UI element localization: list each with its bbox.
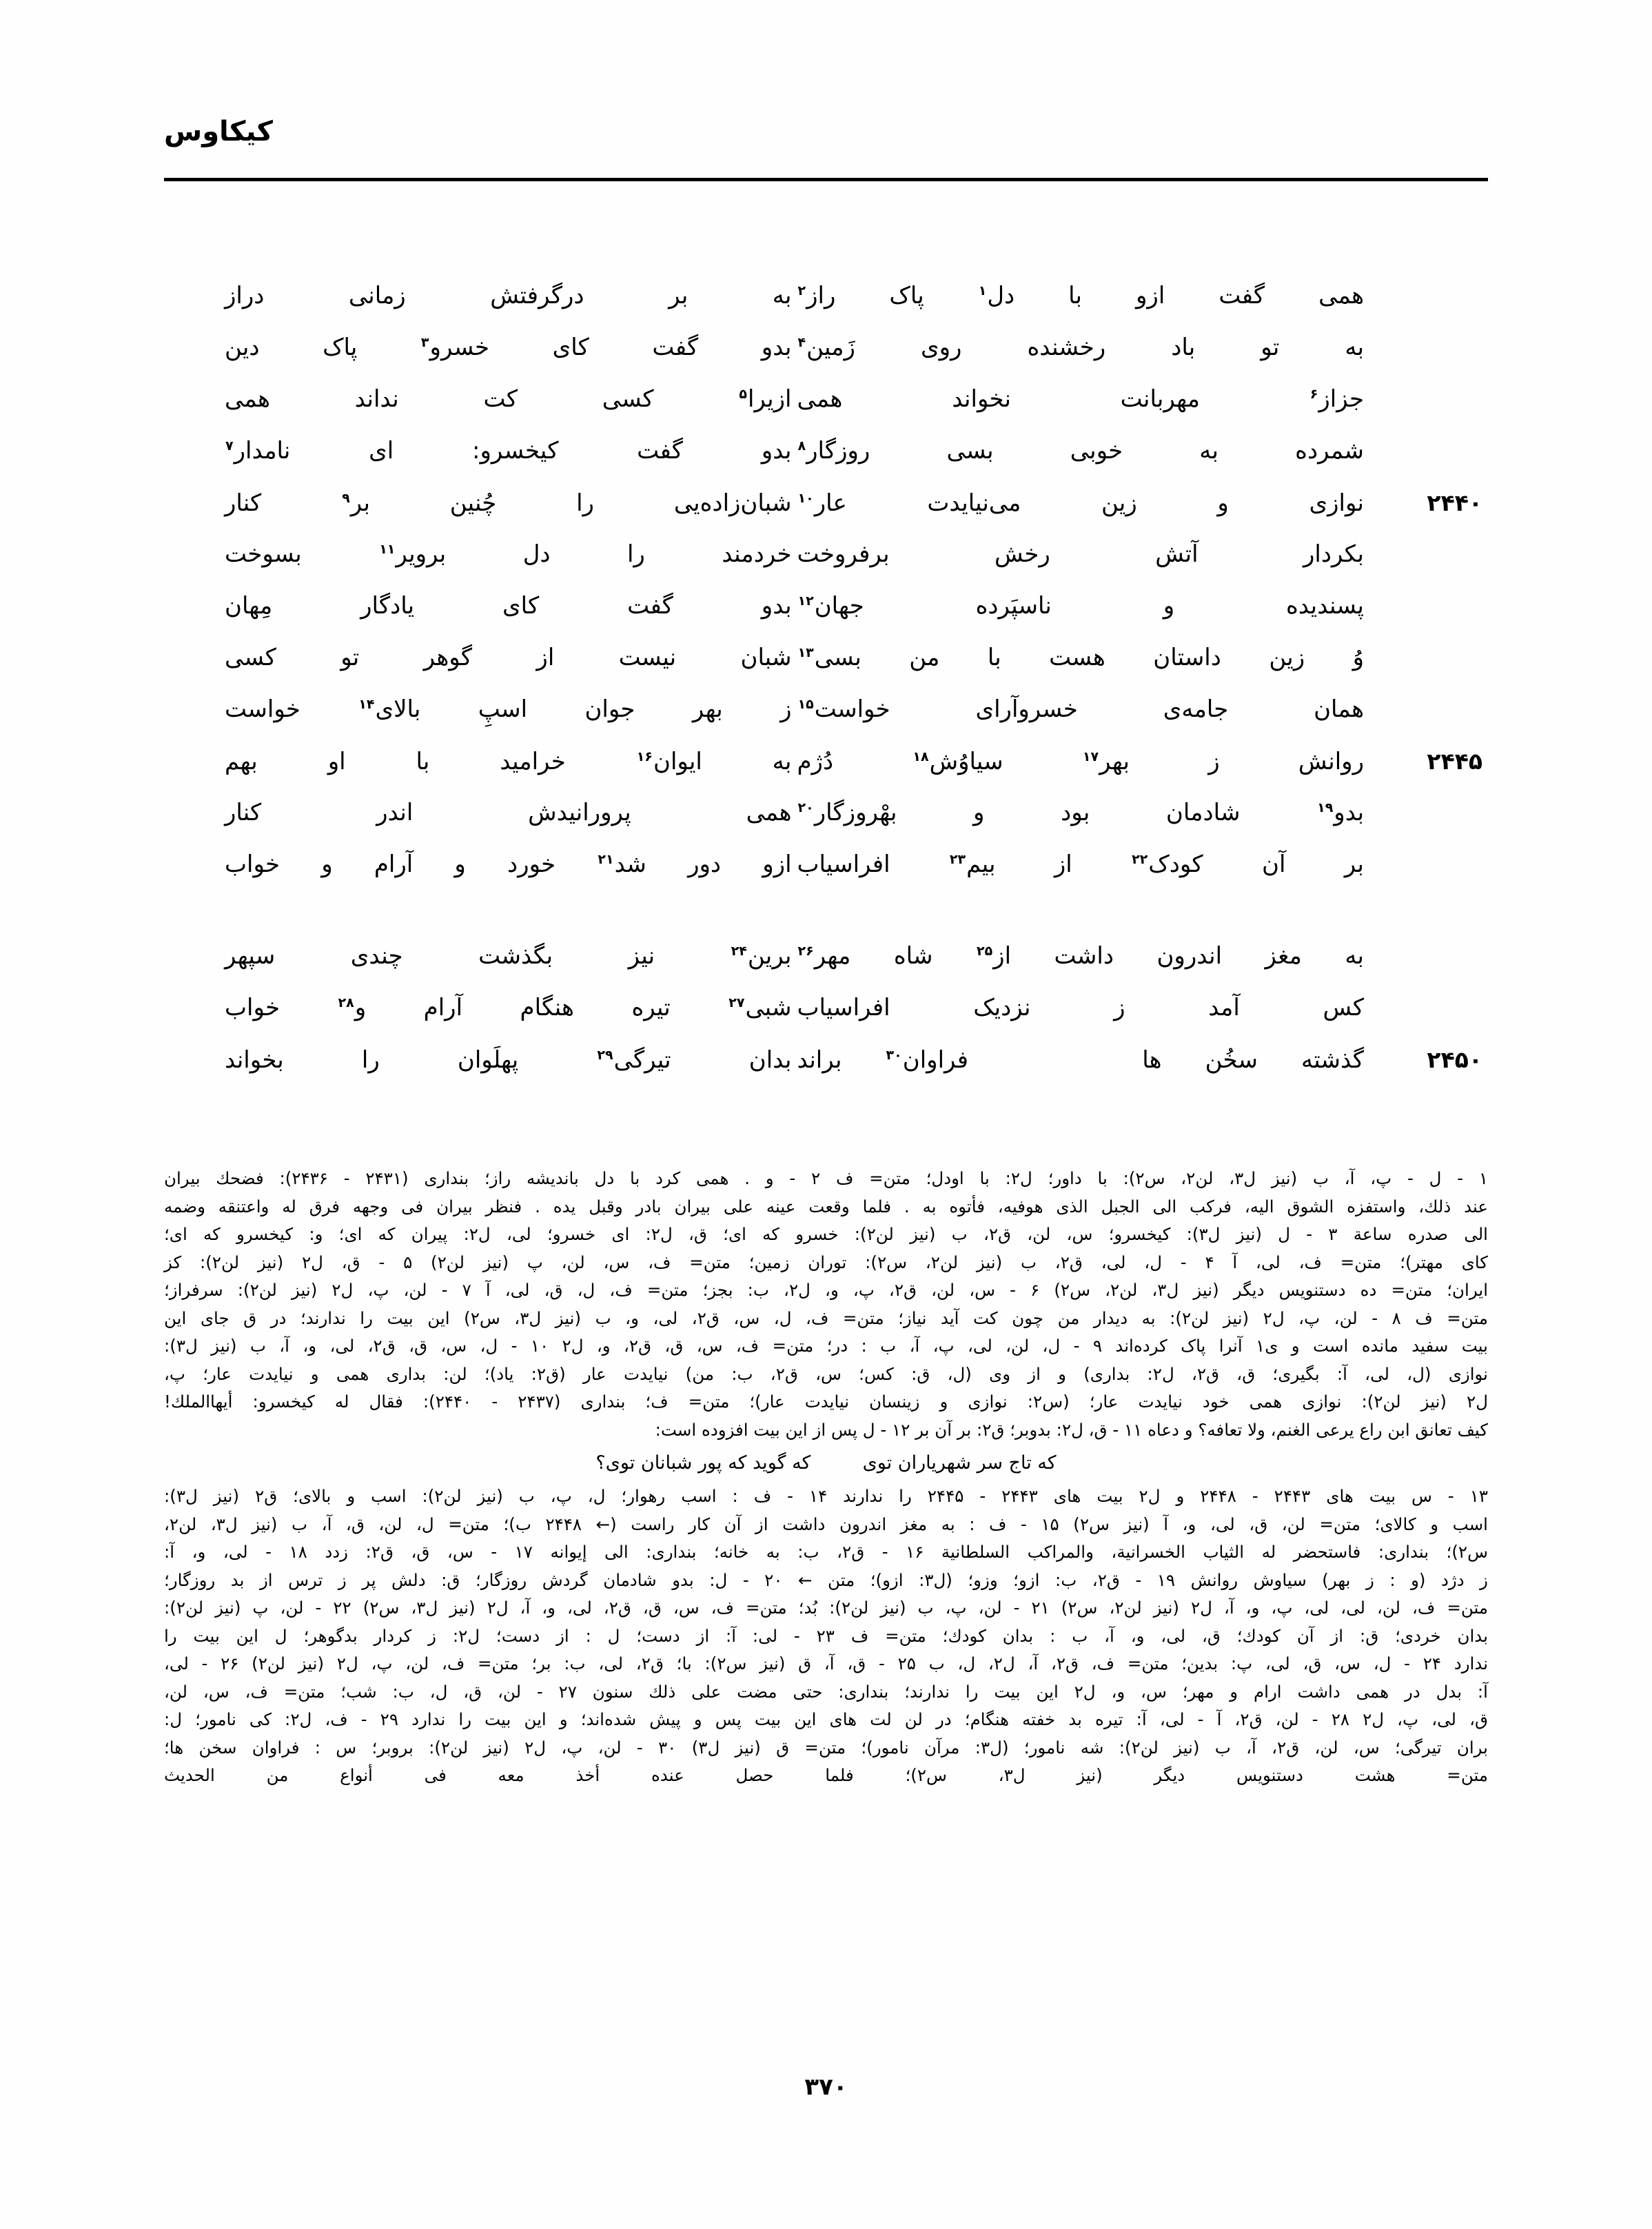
hemistich-second: به مغز اندرون داشت از$^{۲۵}$ شاه مهر$^{۲۶}$	[797, 942, 1365, 970]
hemistich-first: بدو گفت کای خسرو$^۳$ پاک دین	[225, 334, 792, 361]
hemistich-first: به بر درگرفتش زمانی دراز	[225, 282, 792, 309]
hemistich-second: شمرده به خوبی بسی روزگار$^۸$	[797, 437, 1364, 465]
hemistich-first: همی پرورانیدش اندر کنار	[225, 799, 792, 826]
hemistich-first: بدو گفت کای یادگار مِهان	[225, 592, 792, 620]
verse-number: ۲۴۴۰	[1427, 489, 1482, 516]
apparatus-line: اسب و کالای؛ متن= لن، ق، لی، و، آ (نیز س۲) ۱۵ - ف : به مغز اندرون داشت از آن کار راست (← ۲۴۴۸ ب)؛ متن= ل، لن، ق، آ، ب (نیز ل۳، لن۲،	[164, 1514, 1488, 1534]
verse-line	[164, 529, 1488, 580]
apparatus-line: ۱۳ - س بیت های ۲۴۴۳ - ۲۴۴۸ و ل۲ بیت های ۲۴۴۳ - ۲۴۴۵ را ندارند ۱۴ - ف : اسب رهوار؛ ل، پ، ب (نیز لن۲): اسب و بالای؛ ق۲ (نیز ل۳):	[164, 1486, 1489, 1506]
verse-number: ۲۴۴۵	[1427, 748, 1482, 775]
hemistich-first: خردمند را دل برویر$^{۱۱}$ بسوخت	[225, 540, 792, 568]
apparatus-line: بران تیرگی؛ س، لن، ق۲، آ، ب (نیز لن۲): شه نامور؛ (ل۳: مرآن نامور)؛ متن= ق (نیز ل۳) ۳۰ - لن، پ، ل۲ (نیز لن۲): بروبر؛ س : فراوان سخن ها؛	[164, 1737, 1488, 1758]
folio-number: ۳۷۰	[804, 2073, 848, 2101]
apparatus-line: بیت سفید مانده است و ی۱ آنرا پاک کرده‌اند ۹ - ل، لن، لی، پ، آ، ب : در؛ متن= ف، س، ق، ق۲، و، ل۲ ۱۰ - ل، س، ق، ق۲، لی، و، آ، ب (نیز ل۳):	[164, 1336, 1488, 1356]
apparatus-line: نوازی (ل، لی، آ: بگیری؛ ق، ق۲، ل۲: بداری) و از وی (ل، ق: کس؛ س، ق۲، ب: من) نیایدت عار (ق۲: یاد)؛ لن: بداری همی و نیایدت عار؛ پ،	[164, 1363, 1488, 1384]
apparatus-line: کیف تعانق ابن راع یرعی الغنم، ولا تعافه؟ و دعاه ۱۱ - ق، ل۲: بدوبر؛ ق۲: بر آن بر ۱۲ - ل پس از این بیت افزوده است:	[655, 1419, 1488, 1440]
apparatus-line: ایران؛ متن= ده دستنویس دیگر (نیز ل۳، لن۲، س۲) ۶ - س، لن، ق۲، پ، و، ل۲، ب: بجز؛ متن= ف، ل، ق، لی، آ ۷ - لن، پ، ل۲ (نیز لن۲): سرفراز؛	[164, 1280, 1488, 1300]
inserted-verse-first-hemistich: که تاج سر شهریاران توی	[862, 1452, 1057, 1474]
hemistich-first: به ایوان$^{۱۶}$ خرامید با او بهم	[225, 748, 792, 775]
hemistich-first: ازو دور شد$^{۲۱}$ خورد و آرام و خواب	[225, 851, 792, 878]
apparatus-line: کای مهتر)؛ متن= ف، لی، آ ۴ - ل، لی، ق۲، ب (نیز لن۲، س۲): توران زمین؛ متن= ف، س، لن، پ (نیز لن۲) ۵ - ق، ل۲ (نیز لن۲): کز	[164, 1252, 1488, 1272]
stanza-second	[164, 930, 1488, 1086]
apparatus-line: عند ذلك، واستفزه الشوق الیه، فركب الی الجبل الذی هوفیه، فأتوه به . فلما وقعت عینه علی بیران بادر وقبل یده . فنظر بیران فی وجهه فرق له واعتنقه وضمه	[164, 1196, 1488, 1217]
apparatus-line: ق، لی، پ، ل۲ ۲۸ - لن، ق۲، آ - لی، آ: تیره بد خفته هنگام؛ در لن لت های این بیت پس و پیش شده‌اند؛ و این بیت را ندارد ۲۹ - ف، ل۲: کی نامور؛ ل:	[164, 1709, 1488, 1729]
verse-line	[164, 270, 1488, 322]
hemistich-first: بدو گفت کیخسرو: ای نامدار$^۷$	[225, 437, 792, 465]
verse-line	[164, 477, 1488, 529]
verse-line	[164, 322, 1488, 374]
hemistich-second: نوازی و زین می‌نیایدت عار$^{۱۰}$	[797, 489, 1364, 517]
hemistich-first: شبان‌زاده‌یی را چُنین بر$^۹$ کنار	[225, 489, 792, 517]
verse-line	[164, 735, 1488, 787]
verse-line	[164, 982, 1488, 1034]
verse-line	[164, 684, 1488, 735]
apparatus-line: متن= ف ۸ - لن، پ، ل۲ (نیز لن۲): به دیدار من چون کت آید نیاز؛ متن= ف، ل، س، ق۲، لی، و، ب (نیز ل۳، س۲) این بیت را ندارند؛ در ق جای این	[164, 1307, 1488, 1328]
verse-line	[164, 839, 1488, 890]
hemistich-second: وُ زین داستان هست با من بسی$^{۱۳}$	[797, 644, 1364, 671]
stanza-first	[164, 270, 1488, 890]
apparatus-line: ندارد ۲۴ - ل، س، ق، لی، پ: بدین؛ متن= ف، ق۲، آ، ل۲، ل، ب ۲۵ - ق، آ، ق (نیز س۲): با؛ ق۲، لی، ب: بر؛ متن= ف، لن، پ، ل۲ (نیز لن۲) ۲۶ - لی،	[164, 1653, 1489, 1673]
verse-line	[164, 930, 1488, 982]
hemistich-second: همان جامه‌ی خسروآرای خواست$^{۱۵}$	[797, 695, 1364, 723]
hemistich-second: روانش ز بهر$^{۱۷}$ سیاوُش$^{۱۸}$ دُژم	[797, 748, 1364, 775]
running-head	[164, 116, 1488, 147]
critical-apparatus	[164, 1165, 1488, 1790]
hemistich-second: بدو$^{۱۹}$ شادمان بود و بهْروزگار$^{۲۰}$	[797, 799, 1365, 826]
apparatus-line: س۲)؛ بنداری: فاستحضر له الثیاب الخسرانیة، والمراکب السلطانیة ۱۶ - ق۲، ب: به خانه؛ بنداری: الی إیوانه ۱۷ - س، ق، ق۲: زدد ۱۸ - لی، و، آ:	[164, 1542, 1488, 1562]
inserted-verse-second-hemistich: که گوید که پور شبانان توی؟	[595, 1452, 811, 1474]
hemistich-second: بکردار آتش رخش برفروخت	[797, 540, 1364, 568]
hemistich-second: همی گفت ازو با دل$^۱$ پاک راز$^۲$	[797, 282, 1365, 309]
apparatus-line: الی صدره ساعة ۳ - ل (نیز ل۳): کیخسرو؛ س، لن، ق۲، ب (نیز لن۲): خسرو که ای؛ ق، ل۲: ای خسرو؛ لی، ل۲: پیران که ای؛ و: کیخسرو که ای؛	[164, 1224, 1488, 1244]
apparatus-line: متن= ف، لن، لی، لی، پ، و، آ، ل۲ (نیز لن۲، س۲) ۲۱ - لن، پ، ب (نیز لن۲): بُد؛ متن= ف، س، ق، ق۲، لی، و، آ، ل۲ (نیز ل۳، س۲) ۲۲ - لن، پ (نیز لن۲):	[164, 1598, 1489, 1618]
verse-line	[164, 580, 1488, 632]
running-head-inner	[164, 116, 1488, 147]
apparatus-inserted-verse	[164, 1445, 1488, 1481]
hemistich-second: جزاز$^۶$ مهربانت نخواند همی	[797, 385, 1365, 413]
apparatus-line: ل۲ (نیز لن۲): نوازی همی خود نیایدت عار؛ (س۲: نوازی و زینسان نیایدت عار)؛ متن= ف؛ بنداری (۲۴۳۷ - ۲۴۴۰): فقال له کیخسرو: أیهاالملك!	[164, 1392, 1489, 1412]
apparatus-line: ۱ - ل - پ، آ، ب (نیز ل۳، لن۲، س۲): با داور؛ ل۲: با اودل؛ متن= ف ۲ - و . همی کرد با دل باندیشه راز؛ بنداری (۲۴۳۱ - ۲۴۳۶): فضحك بیران	[164, 1168, 1488, 1188]
hemistich-first: شبان نیست از گوهر تو کسی	[225, 644, 792, 671]
verse-number: ۲۴۵۰	[1427, 1046, 1482, 1073]
verse-line	[164, 425, 1488, 477]
hemistich-second: به تو باد رخشنده روی زَمین$^۴$	[797, 334, 1365, 361]
verse-area	[164, 270, 1488, 1083]
hemistich-first: شبی$^{۲۷}$ تیره هنگام آرام و$^{۲۸}$ خواب	[225, 994, 792, 1021]
hemistich-first: ز بهر جوان اسپِ بالای$^{۱۴}$ خواست	[225, 695, 792, 723]
hemistich-first: ازیرا$^۵$ کسی کت نداند همی	[225, 385, 792, 413]
hemistich-first: برین$^{۲۴}$ نیز بگذشت چندی سپهر	[225, 942, 792, 970]
apparatus-line: متن= هشت دستنویس دیگر (نیز ل۳، س۲)؛ فلما حصل عنده أخذ معه فی أنواع من الحدیث	[164, 1765, 1488, 1785]
hemistich-first: بدان تیرگی$^{۲۹}$ پهلَوان را بخواند	[225, 1046, 792, 1074]
hemistich-second: کس آمد ز نزدیک افراسیاب	[797, 994, 1365, 1021]
hemistich-second: گذشته سخُن ها فراوان$^{۳۰}$ براند	[797, 1046, 1365, 1074]
verse-line	[164, 1034, 1488, 1086]
verse-line	[164, 374, 1488, 425]
running-head-title: کیکاوس	[164, 116, 273, 147]
verse-line	[164, 787, 1488, 839]
apparatus-line: بدان خردی؛ ق: از آن کودك؛ ق، لی، و، آ، ب : بدان کودك؛ متن= ف ۲۳ - لی: آ: از دست؛ ل : از دست؛ ل۲: ز کردار بدگوهر؛ ل این بیت را	[164, 1625, 1488, 1646]
verse-line	[164, 632, 1488, 684]
apparatus-line: ز دژد (و : ز بهر) سیاوش روانش ۱۹ - ق۲، ب: ازو؛ وزو؛ (ل۳: ازو)؛ متن ← ۲۰ - ل: بدو شادمان گردش روزگار؛ ق: دلش پر ز ترس از بد روزگار؛	[164, 1569, 1488, 1590]
hemistich-second: بر آن کودک$^{۲۲}$ از بیم$^{۲۳}$ افراسیاب	[797, 851, 1365, 878]
apparatus-line: آ: بدل در همی داشت ارام و مهر؛ س، و، ل۲ این بیت را ندارند؛ بنداری: حتی مضت علی ذلك سنون ۲۷ - لن، ق، ل، ب: شب؛ متن= ف، س، لن،	[164, 1681, 1488, 1702]
hemistich-second: پسندیده و ناسپَرده جهان$^{۱۲}$	[797, 592, 1365, 620]
header-rule	[164, 178, 1488, 181]
